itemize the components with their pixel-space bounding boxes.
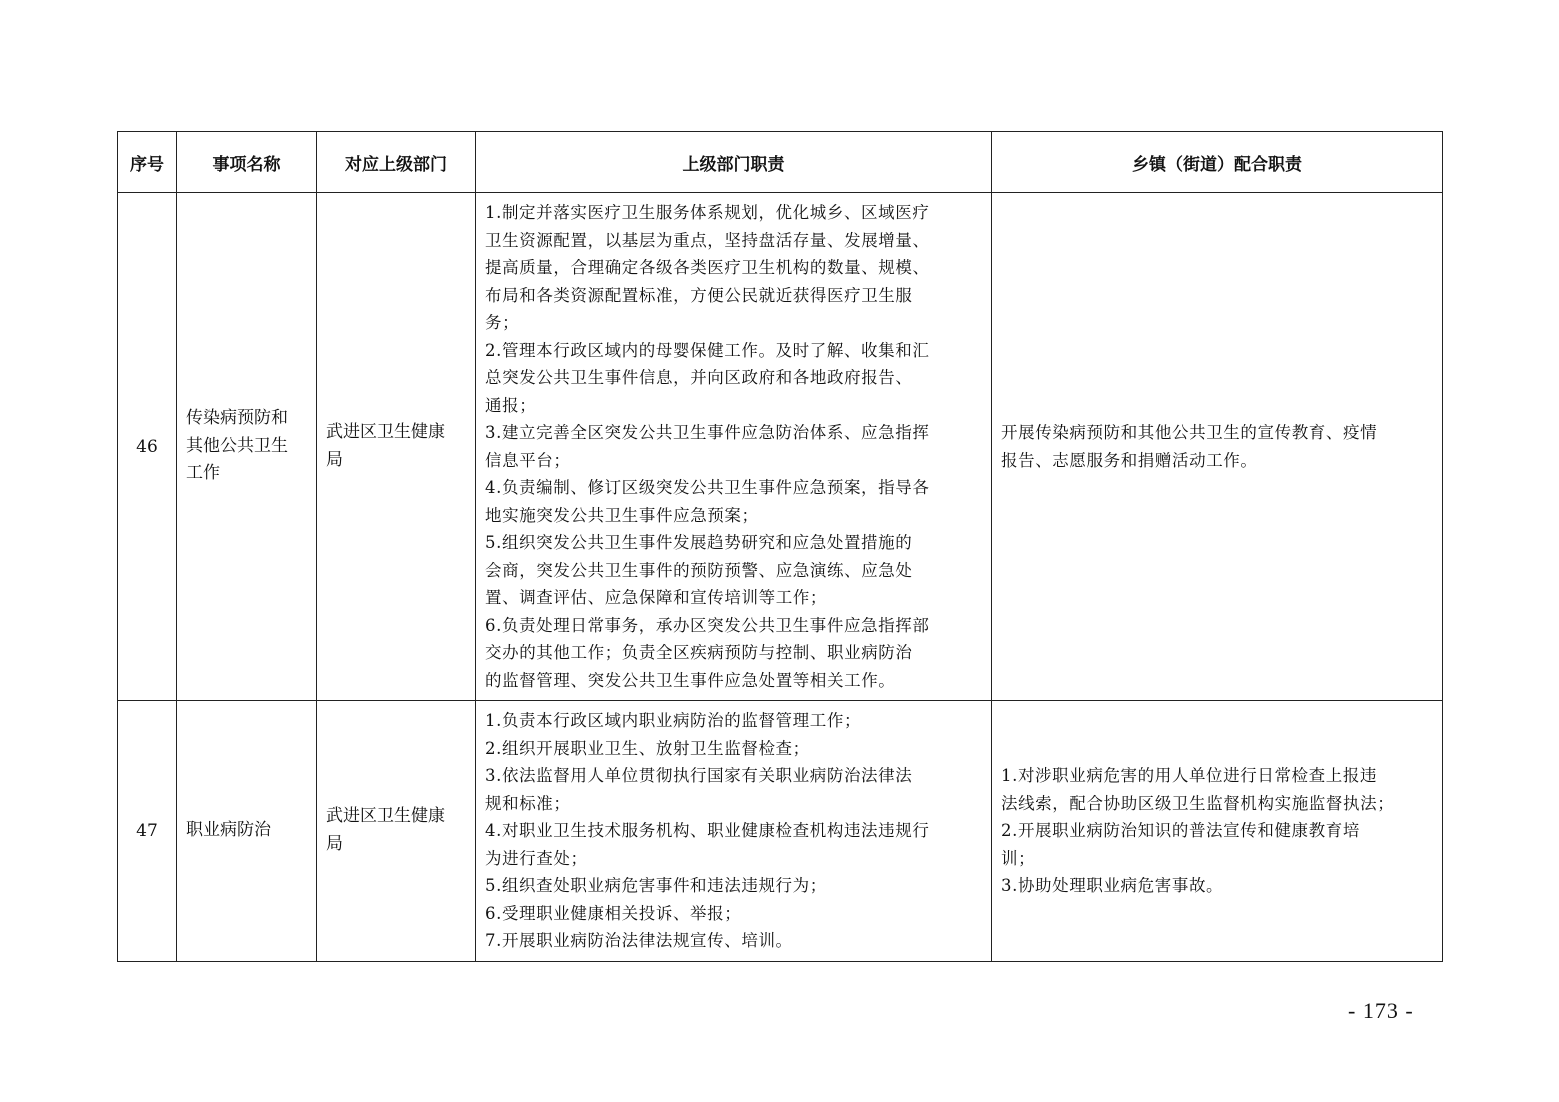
superior-dept-line: 局 bbox=[326, 449, 343, 470]
superior-duty-line: 3.建立完善全区突发公共卫生事件应急防治体系、应急指挥 bbox=[485, 423, 930, 442]
item-name-line: 职业病防治 bbox=[186, 820, 271, 840]
superior-dept-cell bbox=[317, 193, 476, 701]
table-row bbox=[118, 701, 1443, 962]
header-township-duties: 乡镇（街道）配合职责 bbox=[992, 132, 1443, 193]
superior-dept-line: 局 bbox=[326, 833, 343, 854]
township-duty-line: 报告、志愿服务和捐赠活动工作。 bbox=[1001, 450, 1258, 470]
superior-dept-line: 武进区卫生健康 bbox=[326, 806, 445, 827]
superior-duty-line: 总突发公共卫生事件信息，并向区政府和各地政府报告、 bbox=[485, 368, 913, 387]
superior-duty-line: 1.负责本行政区域内职业病防治的监督管理工作； bbox=[485, 711, 862, 730]
serial-cell: 47 bbox=[118, 701, 177, 962]
superior-duty-line: 3.依法监督用人单位贯彻执行国家有关职业病防治法律法 bbox=[485, 766, 913, 785]
superior-duty-line: 4.负责编制、修订区级突发公共卫生事件应急预案，指导各 bbox=[485, 478, 930, 497]
township-duty-line: 2.开展职业病防治知识的普法宣传和健康教育培 bbox=[1001, 821, 1360, 840]
header-serial: 序号 bbox=[118, 132, 177, 193]
superior-duty-line: 置、调查评估、应急保障和宣传培训等工作； bbox=[485, 588, 827, 607]
superior-duty-line: 地实施突发公共卫生事件应急预案； bbox=[485, 505, 759, 525]
township-duty-line: 3.协助处理职业病危害事故。 bbox=[1001, 876, 1224, 895]
superior-duty-line: 为进行查处； bbox=[485, 848, 588, 868]
township-duty-line: 法线索，配合协助区级卫生监督机构实施监督执法； bbox=[1001, 793, 1395, 813]
superior-duty-line: 会商，突发公共卫生事件的预防预警、应急演练、应急处 bbox=[485, 560, 913, 580]
header-superior-dept: 对应上级部门 bbox=[317, 132, 476, 193]
superior-duties-cell bbox=[476, 701, 992, 962]
superior-duty-line: 6.受理职业健康相关投诉、举报； bbox=[485, 903, 742, 923]
township-duty-line: 1.对涉职业病危害的用人单位进行日常检查上报违 bbox=[1001, 766, 1378, 785]
superior-duty-line: 5.组织查处职业病危害事件和违法违规行为； bbox=[485, 876, 827, 895]
duties-table bbox=[117, 131, 1443, 962]
superior-duty-line: 通报； bbox=[485, 395, 537, 415]
header-item-name: 事项名称 bbox=[177, 132, 317, 193]
township-duty-line: 开展传染病预防和其他公共卫生的宣传教育、疫情 bbox=[1001, 423, 1378, 442]
township-duty-line: 训； bbox=[1001, 848, 1036, 868]
superior-duties-cell bbox=[476, 193, 992, 701]
superior-duty-line: 务； bbox=[485, 313, 520, 332]
item-name-line: 工作 bbox=[186, 463, 220, 484]
superior-dept-cell bbox=[317, 701, 476, 962]
superior-duty-line: 布局和各类资源配置标准，方便公民就近获得医疗卫生服 bbox=[485, 285, 913, 305]
page-number: - 173 - bbox=[1348, 998, 1414, 1023]
superior-duty-line: 信息平台； bbox=[485, 450, 571, 470]
superior-duty-line: 1.制定并落实医疗卫生服务体系规划，优化城乡、区域医疗 bbox=[485, 203, 930, 222]
serial-cell: 46 bbox=[118, 193, 177, 701]
item-name-line: 传染病预防和 bbox=[186, 408, 288, 429]
superior-duty-line: 卫生资源配置，以基层为重点，坚持盘活存量、发展增量、 bbox=[485, 230, 930, 250]
table-row bbox=[118, 193, 1443, 701]
header-superior-duties: 上级部门职责 bbox=[476, 132, 992, 193]
header-row bbox=[118, 132, 1443, 193]
superior-duty-line: 2.管理本行政区域内的母婴保健工作。及时了解、收集和汇 bbox=[485, 340, 930, 360]
superior-duty-line: 交办的其他工作；负责全区疾病预防与控制、职业病防治 bbox=[485, 643, 913, 662]
superior-duty-line: 的监督管理、突发公共卫生事件应急处置等相关工作。 bbox=[485, 670, 896, 690]
item-name-cell bbox=[177, 701, 317, 962]
township-duties-cell bbox=[992, 701, 1443, 962]
superior-duty-line: 规和标准； bbox=[485, 793, 571, 813]
item-name-line: 其他公共卫生 bbox=[186, 435, 288, 456]
superior-duty-line: 5.组织突发公共卫生事件发展趋势研究和应急处置措施的 bbox=[485, 533, 913, 552]
superior-duty-line: 7.开展职业病防治法律法规宣传、培训。 bbox=[485, 931, 793, 950]
township-duties-cell bbox=[992, 193, 1443, 701]
superior-duty-line: 2.组织开展职业卫生、放射卫生监督检查； bbox=[485, 738, 810, 758]
superior-dept-line: 武进区卫生健康 bbox=[326, 422, 445, 442]
superior-duty-line: 6.负责处理日常事务，承办区突发公共卫生事件应急指挥部 bbox=[485, 615, 930, 635]
superior-duty-line: 4.对职业卫生技术服务机构、职业健康检查机构违法违规行 bbox=[485, 821, 930, 840]
item-name-cell bbox=[177, 193, 317, 701]
superior-duty-line: 提高质量，合理确定各级各类医疗卫生机构的数量、规模、 bbox=[485, 258, 930, 277]
